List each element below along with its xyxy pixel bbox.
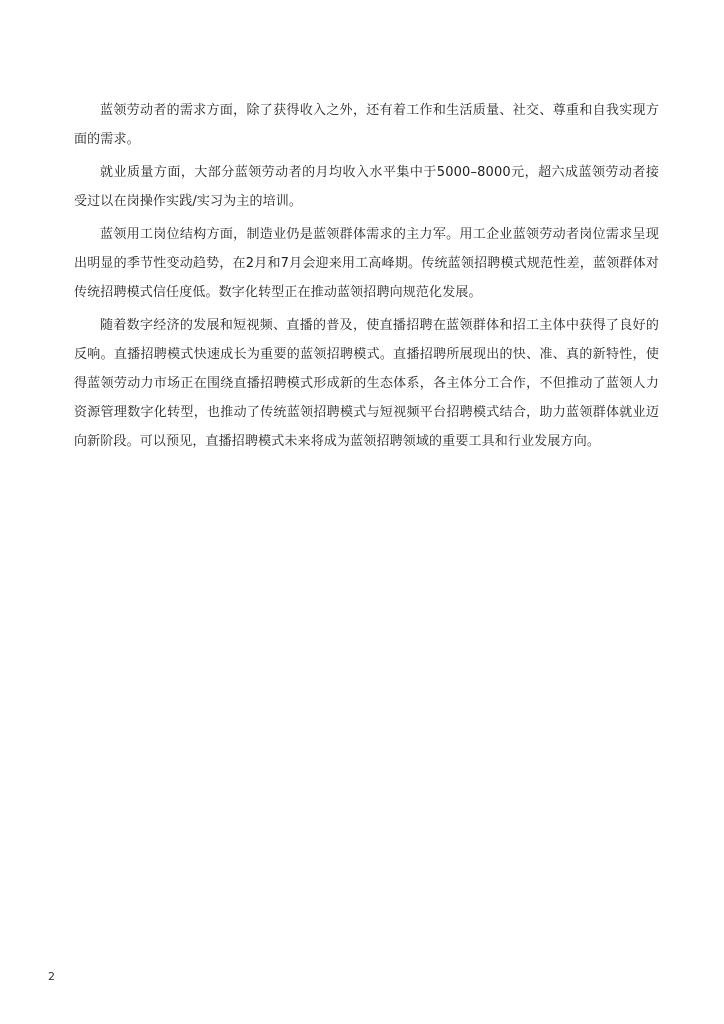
paragraph-live-recruitment: 随着数字经济的发展和短视频、直播的普及，使直播招聘在蓝领群体和招工主体中获得了良好的反响。直播招聘模式快速成长为重要的蓝领招聘模式。直播招聘所展现出的快、准、真的新特性，使得蓝领劳动力市场正在围绕直播招聘模式形成新的生态体系，各主体分工合作，不但推动了蓝领人力资源管理数字化转型，也推动了传统蓝领招聘模式与短视频平台招聘模式结合，助力蓝领群体就业迈向新阶段。可以预见，直播招聘模式未来将成为蓝领招聘领域的重要工具和行业发展方向。 — [74, 318, 659, 449]
paragraph-employment-quality: 就业质量方面，大部分蓝领劳动者的月均收入水平集中于5000–8000元，超六成蓝领劳动者接受过以在岗操作实践/实习为主的培训。 — [74, 165, 659, 209]
paragraph-worker-needs: 蓝领劳动者的需求方面，除了获得收入之外，还有着工作和生活质量、社交、尊重和自我实现方面的需求。 — [74, 103, 659, 147]
paragraph-job-structure: 蓝领用工岗位结构方面，制造业仍是蓝领群体需求的主力军。用工企业蓝领劳动者岗位需求呈现出明显的季节性变动趋势，在2月和7月会迎来用工高峰期。传统蓝领招聘模式规范性差，蓝领群体对传统招聘模式信任度低。数字化转型正在推动蓝领招聘向规范化发展。 — [74, 227, 659, 300]
page-number: 2 — [48, 970, 55, 983]
document-body — [74, 96, 659, 460]
